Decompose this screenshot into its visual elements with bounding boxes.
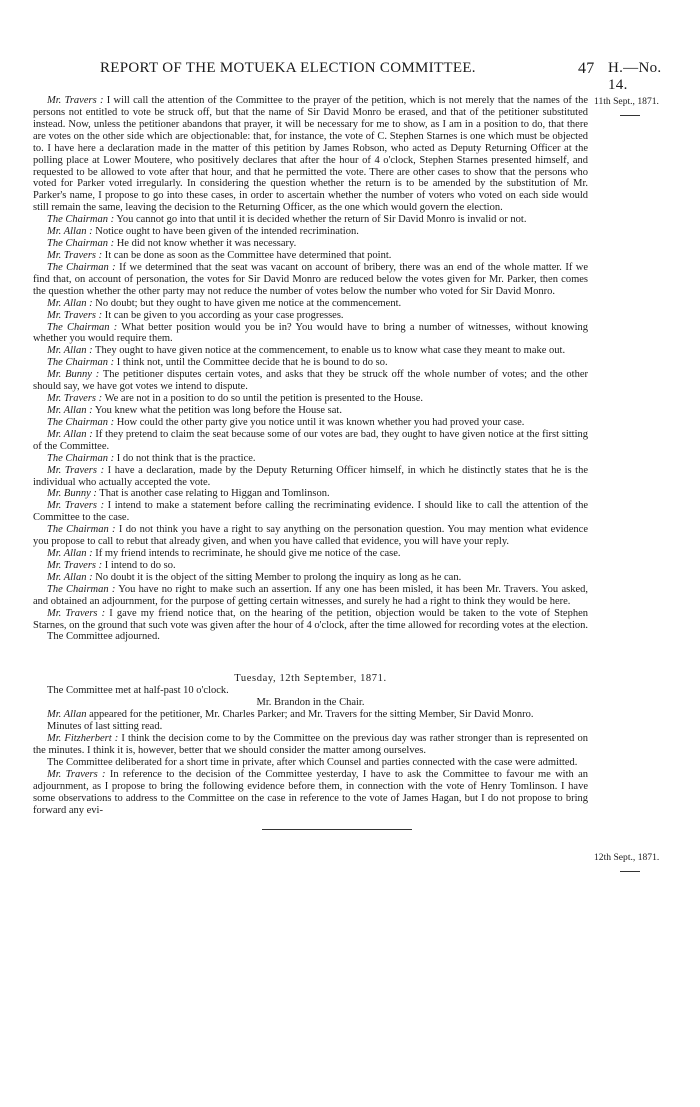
minutes-paragraph: [33, 262, 588, 298]
paragraph-text: That is another case relating to Higgan and Tomlinson.: [96, 488, 330, 500]
paragraph-text: I do not think that is the practice.: [114, 452, 256, 464]
minutes-paragraph: [33, 226, 588, 238]
speaker-name: Mr. Travers :: [47, 464, 105, 476]
paragraph-text: In reference to the decision of the Committee yesterday, I have to ask the Committee to favour me with an adjournment, as I propose to bring the following evidence before them, in connection with the vote of Henry Tomlinson. I have some observations to address to the Committee on the case in reference to the vote of James Hagan, but I do not propose to bring forward any evi-: [33, 768, 588, 816]
speaker-name: Mr. Allan :: [47, 428, 93, 440]
speaker-name: The Chairman :: [47, 524, 116, 536]
minutes-paragraph: [33, 322, 588, 346]
document-reference: H.—No. 14.: [608, 60, 662, 93]
minutes-paragraph: [33, 95, 588, 214]
paragraph-text: No doubt; but they ought to have given me notice at the commencement.: [92, 297, 402, 309]
minutes-paragraph: [33, 214, 588, 226]
minutes-paragraph: [33, 560, 588, 572]
paragraph-text: It can be done as soon as the Committee have determined that point.: [102, 249, 392, 261]
speaker-name: Mr. Travers :: [47, 95, 104, 106]
paragraph-text: I think the decision come to by the Committee on the previous day was rather stronger than is represented on the minutes. I think it is, however, better that we should consider the matter among ourselves.: [33, 733, 588, 756]
paragraph-text: appeared for the petitioner, Mr. Charles Parker; and Mr. Travers for the sitting Member, Sir David Monro.: [86, 709, 534, 721]
speaker-name: The Chairman :: [47, 452, 115, 464]
paragraph-text: No doubt it is the object of the sitting Member to prolong the inquiry as long as he can.: [92, 571, 462, 583]
minutes-paragraph: [33, 393, 588, 405]
speaker-name: Mr. Bunny :: [47, 488, 97, 500]
paragraph-text: If they pretend to claim the seat because some of our votes are bad, they ought to have given notice at the first sitting of the Committee.: [33, 428, 588, 452]
paragraph-text: I do not think you have a right to say anything on the personation question. You may mention what evidence you propose to call to rebut that already given, and when you have called that evidence, you will have your reply.: [33, 524, 588, 548]
speaker-name: Mr. Allan :: [47, 226, 93, 238]
paragraph-text: They ought to have given notice at the commencement, to enable us to know what case they meant to make out.: [92, 345, 566, 357]
speaker-name: Mr. Allan :: [47, 571, 93, 583]
speaker-name: Mr. Allan :: [47, 297, 93, 309]
paragraph-text: You knew what the petition was long before the House sat.: [92, 404, 342, 416]
paragraph-text: How could the other party give you notice until it was known whether you had proved your case.: [114, 416, 525, 428]
minutes-paragraph: [33, 500, 588, 524]
speaker-name: The Chairman :: [47, 416, 115, 428]
minutes-paragraph: [33, 769, 588, 817]
minutes-paragraph: [33, 345, 588, 357]
speaker-name: Mr. Allan :: [47, 345, 93, 357]
minutes-paragraph: [33, 465, 588, 489]
minutes-paragraph: [33, 524, 588, 548]
speaker-name: Mr. Bunny :: [47, 369, 100, 381]
margin-date-note: 11th Sept., 1871.: [594, 96, 659, 107]
page-number: 47: [578, 60, 595, 77]
speaker-name: The Chairman :: [47, 261, 116, 273]
minutes-part-1: [33, 95, 588, 643]
minutes-paragraph: [33, 429, 588, 453]
minutes-paragraph: [33, 608, 588, 632]
document-body: [33, 95, 588, 816]
paragraph-text: Minutes of last sitting read.: [47, 721, 163, 733]
paragraph-text: If my friend intends to recriminate, he should give me notice of the case.: [92, 548, 401, 560]
section-divider: [262, 829, 412, 830]
speaker-name: Mr. Travers :: [47, 768, 106, 780]
speaker-name: Mr. Allan :: [47, 404, 93, 416]
minutes-paragraph: [33, 405, 588, 417]
speaker-name: Mr. Travers :: [47, 309, 103, 321]
speaker-name: Mr. Travers :: [47, 559, 103, 571]
paragraph-text: The Committee deliberated for a short time in private, after which Counsel and parties connected with the case were admitted.: [47, 756, 578, 768]
paragraph-text: You have no right to make such an assertion. If any one has been misled, it has been Mr. Travers. You asked, and obtained an adjournment, for the purpose of getting certain witnesses, and surely he had a right to think they would be here.: [33, 583, 588, 607]
speaker-name: The Chairman :: [47, 583, 116, 595]
paragraph-text: Notice ought to have been given of the intended recrimination.: [92, 226, 359, 238]
paragraph-text: He did not know whether it was necessary.: [114, 238, 297, 250]
minutes-paragraph: [33, 721, 588, 733]
minutes-paragraph: [33, 369, 588, 393]
speaker-name: The Chairman :: [47, 321, 118, 333]
paragraph-text: It can be given to you according as your case progresses.: [102, 309, 344, 321]
margin-rule: [620, 115, 640, 116]
report-title: REPORT OF THE MOTUEKA ELECTION COMMITTEE.: [100, 60, 476, 76]
paragraph-text: The Committee adjourned.: [47, 631, 160, 643]
minutes-paragraph: [33, 453, 588, 465]
minutes-paragraph: [33, 298, 588, 310]
speaker-name: The Chairman :: [47, 214, 115, 226]
speaker-name: Mr. Travers :: [47, 249, 103, 261]
speaker-name: Mr. Travers :: [47, 607, 106, 619]
speaker-name: The Chairman :: [47, 238, 115, 250]
paragraph-text: What better position would you be in? You would have to bring a number of witnesses, without knowing whether you would require them.: [33, 321, 588, 345]
speaker-name: Mr. Travers :: [47, 393, 103, 405]
speaker-name: Mr. Fitzherbert :: [47, 733, 119, 745]
paragraph-text: I intend to make a statement before calling the recriminating evidence. I should like to call the attention of the Committee to the case.: [33, 500, 588, 524]
minutes-paragraph: [33, 357, 588, 369]
date-heading: Tuesday, 12th September, 1871.: [234, 673, 387, 685]
chair-line: Mr. Brandon in the Chair.: [256, 697, 365, 709]
minutes-paragraph: [33, 488, 588, 500]
paragraph-text: You cannot go into that until it is decided whether the return of Sir David Monro is invalid or not.: [114, 214, 527, 226]
page-header: [100, 60, 680, 93]
minutes-paragraph: [33, 733, 588, 757]
paragraph-text: The petitioner disputes certain votes, and asks that they be struck off the whole number of votes; and the other should say, we have got votes we intend to dispute.: [33, 369, 588, 393]
minutes-paragraph: [33, 238, 588, 250]
minutes-paragraph: [33, 757, 588, 769]
paragraph-text: I gave my friend notice that, on the hearing of the petition, objection would be taken to the vote of Stephen Starnes, on the ground that such vote was given after the hour of 4 o'clock, after the time allowed for recording votes at the election.: [33, 607, 589, 631]
paragraph-text: If we determined that the seat was vacant on account of bribery, there was an end of the whole matter. If we find that, on account of personation, the votes for Sir David Monro are reduced below the votes given for Mr. Parker, then comes the question whether the other party may not reduce the number of votes below the number who voted for Sir David Monro.: [33, 261, 588, 297]
speaker-name: Mr. Allan :: [47, 548, 93, 560]
spacer: [33, 643, 588, 673]
minutes-part-2: [33, 709, 588, 816]
paragraph-text: I have a declaration, made by the Deputy Returning Officer himself, in which he distinctly states that he is the individual who actually accepted the vote.: [33, 464, 588, 488]
speaker-name: The Chairman :: [47, 357, 115, 369]
paragraph-text: I think not, until the Committee decide that he is bound to do so.: [114, 357, 388, 369]
minutes-paragraph: [33, 417, 588, 429]
minutes-paragraph: [33, 310, 588, 322]
minutes-paragraph: [33, 631, 588, 643]
paragraph-text: We are not in a position to do so until the petition is presented to the House.: [102, 393, 424, 405]
minutes-paragraph: [33, 709, 588, 721]
margin-date-note-2: 12th Sept., 1871.: [594, 852, 660, 863]
speaker-name: Mr. Allan: [47, 709, 87, 721]
meeting-line: The Committee met at half-past 10 o'clock.: [47, 685, 229, 697]
minutes-paragraph: [33, 584, 588, 608]
minutes-paragraph: [33, 572, 588, 584]
minutes-paragraph: [33, 548, 588, 560]
paragraph-text: I will call the attention of the Committee to the prayer of the petition, which is not merely that the names of the persons not entitled to vote be struck off, but that the name of Sir David Monro be erased, and that of the petitioner substituted instead. Now, unless the petitioner abandons that prayer, it will be necessary for me to show, as I am in a position to do, that there are votes on the other side which are objectionable: that, for instance, the vote of C. Stephen Starnes is one which must be objected to. I have here a declaration made in the matter of this petition by James Robson, who acted as Deputy Returning Officer at the polling place at Lower Moutere, who positively declares that after the hour of 4 o'clock, Stephen Starnes presented himself, and requested to be allowed to vote after that hour, and that he permitted the vote. There are other cases to show that the persons who voted for Parker voted irregularly. In considering the question whether the return is to be amended by the substitution of Mr. Parker's name, I propose to go into these cases, in order to ascertain whether the number of voters who voted on each side would still remain the same, leaving the decision to the Returning Officer, as the one which would govern the election.: [33, 95, 588, 214]
paragraph-text: I intend to do so.: [102, 559, 176, 571]
speaker-name: Mr. Travers :: [47, 500, 105, 512]
margin-rule-2: [620, 871, 640, 872]
minutes-paragraph: [33, 250, 588, 262]
